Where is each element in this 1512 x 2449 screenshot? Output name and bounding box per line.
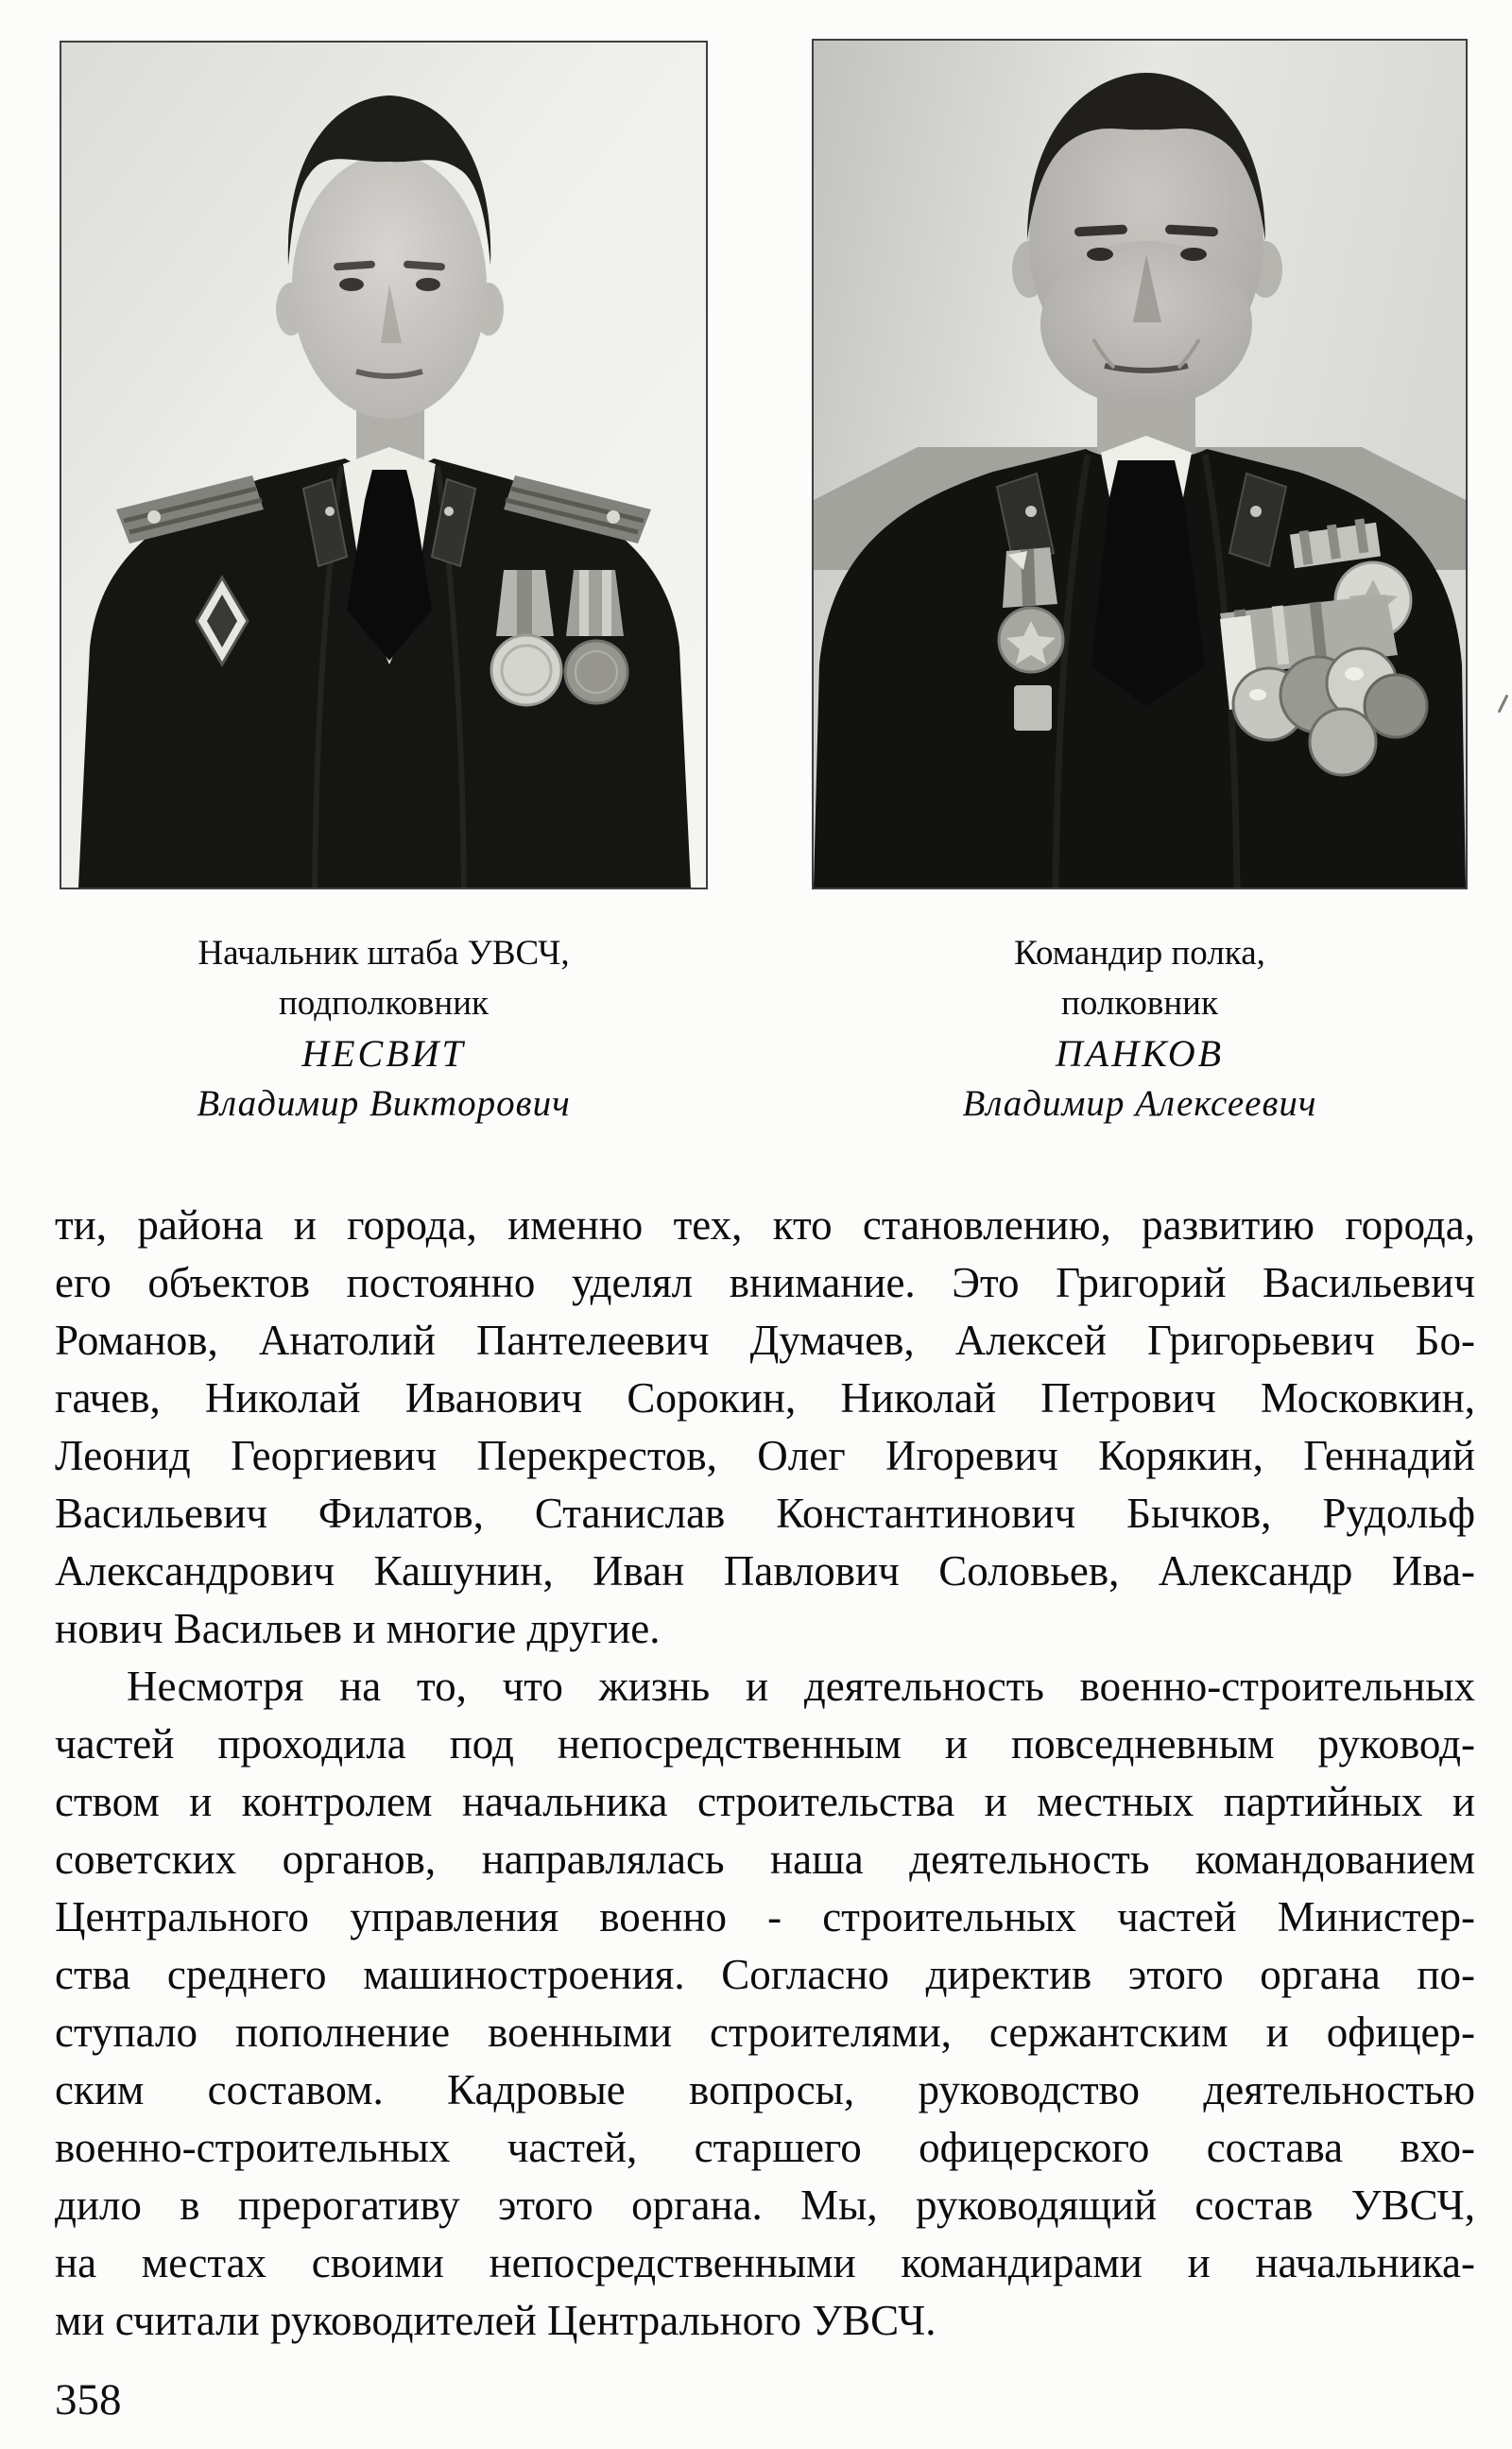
body-line: Центрального управления военно - строительных частей Министер- xyxy=(55,1893,1475,1940)
portrait-left-illustration xyxy=(61,43,706,888)
body-line: ми считали руководителей Центрального УВСЧ. xyxy=(55,2297,936,2344)
body-line: ступало пополнение военными строителями, сержантским и офицер- xyxy=(55,2009,1475,2056)
photo-portrait-left xyxy=(60,41,708,889)
caption-left-surname: НЕСВИТ xyxy=(301,1032,466,1075)
caption-right-role: Командир полка, xyxy=(1014,934,1265,973)
body-line: нович Васильев и многие другие. xyxy=(55,1605,661,1652)
body-text xyxy=(55,1197,1475,2350)
badge-icon xyxy=(1014,685,1052,731)
body-line: частей проходила под непосредственным и повседневным руковод- xyxy=(55,1720,1475,1768)
photo-portrait-right xyxy=(812,39,1468,889)
body-line: Романов, Анатолий Пантелеевич Думачев, Алексей Григорьевич Бо- xyxy=(55,1317,1475,1364)
body-line: ским составом. Кадровые вопросы, руководство деятельностью xyxy=(55,2066,1475,2113)
body-line: ством и контролем начальника строительства и местных партийных и xyxy=(55,1778,1475,1825)
body-line: Несмотря на то, что жизнь и деятельность военно-строительных xyxy=(127,1663,1475,1710)
body-line: Александрович Кашунин, Иван Павлович Соловьев, Александр Ива- xyxy=(55,1547,1475,1595)
body-line: ти, района и города, именно тех, кто становлению, развитию города, xyxy=(55,1201,1475,1249)
page-number: 358 xyxy=(55,2375,122,2424)
body-line: Васильевич Филатов, Станислав Константинович Бычков, Рудольф xyxy=(55,1490,1475,1537)
body-line: дило в прерогативу этого органа. Мы, руководящий состав УВСЧ, xyxy=(55,2182,1475,2229)
caption-right-rank: полковник xyxy=(1061,984,1218,1023)
caption-left-rank: подполковник xyxy=(279,984,489,1023)
caption-right xyxy=(812,928,1468,1129)
body-line: на местах своими непосредственными командирами и начальника- xyxy=(55,2239,1475,2286)
caption-right-surname: ПАНКОВ xyxy=(1055,1032,1225,1075)
caption-left-given-names: Владимир Викторович xyxy=(197,1083,571,1124)
body-line: советских органов, направлялась наша деятельность командованием xyxy=(55,1836,1475,1883)
caption-left-role: Начальник штаба УВСЧ, xyxy=(198,934,570,973)
caption-left xyxy=(60,928,708,1129)
body-line: его объектов постоянно уделял внимание. Это Григорий Васильевич xyxy=(55,1259,1475,1306)
body-line: ства среднего машиностроения. Согласно директив этого органа по- xyxy=(55,1951,1475,1998)
body-line: гачев, Николай Иванович Сорокин, Николай Петрович Московкин, xyxy=(55,1374,1475,1422)
caption-right-given-names: Владимир Алексеевич xyxy=(962,1083,1317,1124)
portrait-right-illustration xyxy=(814,41,1466,888)
body-line: военно-строительных частей, старшего офицерского состава вхо- xyxy=(55,2124,1475,2171)
scan-scratch-artifact xyxy=(1498,694,1509,713)
body-line: Леонид Георгиевич Перекрестов, Олег Игоревич Корякин, Геннадий xyxy=(55,1432,1475,1479)
